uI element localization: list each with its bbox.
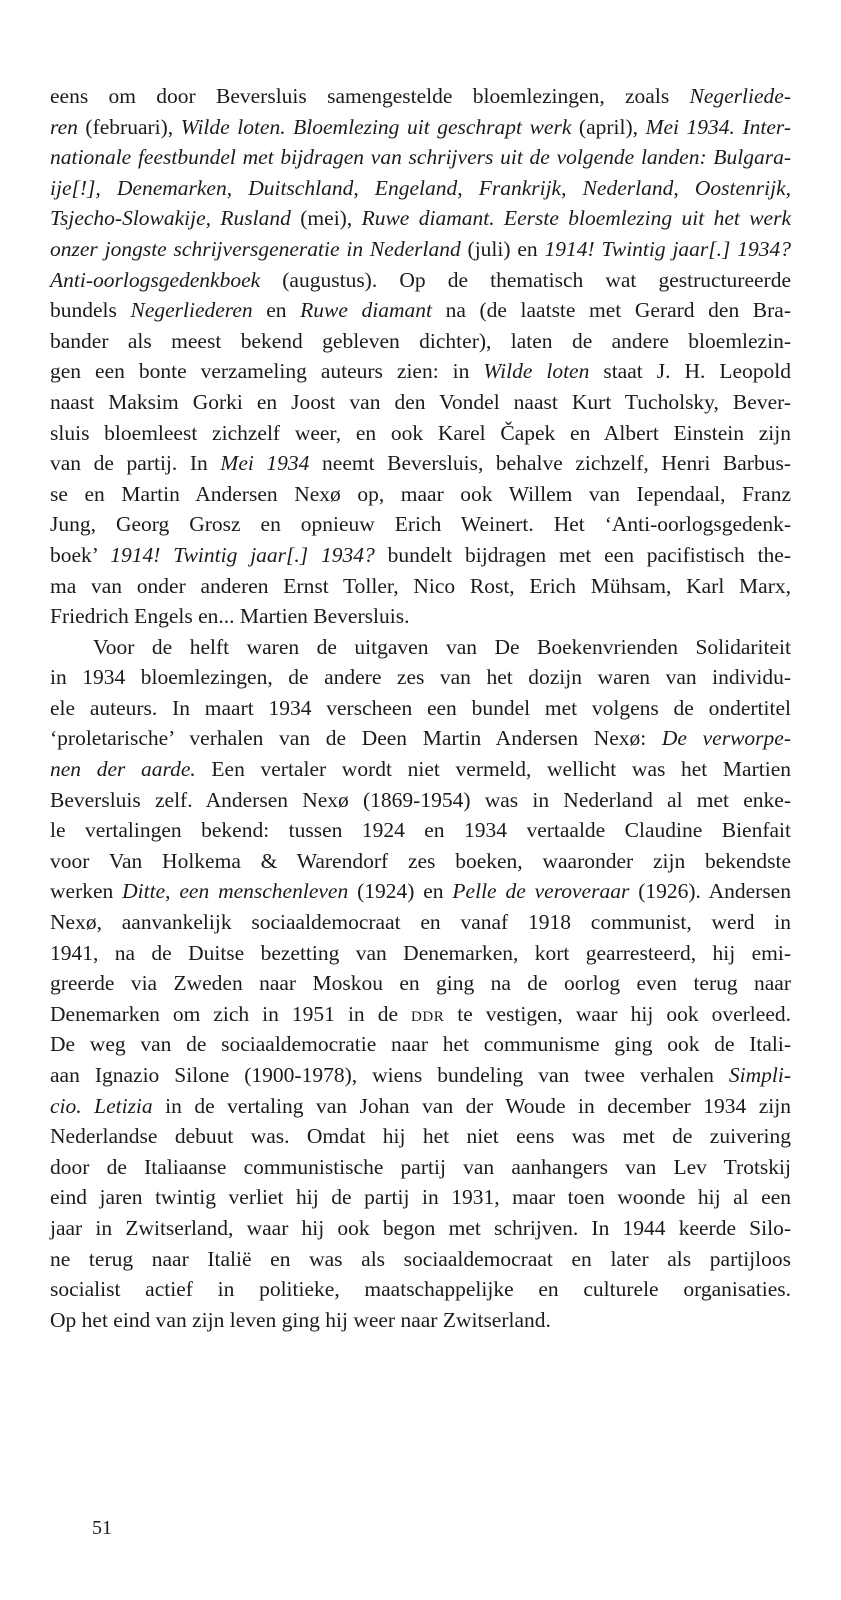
- text-line: [50, 1152, 791, 1183]
- text-run: (mei),: [290, 206, 362, 231]
- text-line: [50, 1121, 791, 1152]
- text-run: le vertalingen bekend: tussen 1924 en 1934 vertaalde Claudine Bienfait: [50, 818, 791, 843]
- italic-text: Mei 1934. Inter-: [645, 114, 792, 139]
- text-run: te vestigen, waar hij ook overleed.: [444, 1001, 791, 1026]
- text-run: gen een bonte verzameling auteurs zien: in: [50, 359, 484, 384]
- text-line: [50, 1060, 791, 1091]
- text-line: [50, 907, 791, 938]
- italic-text: ren: [50, 114, 78, 139]
- text-run: 1941, na de Duitse bezetting van Denemarken, kort gearresteerd, hij emi-: [50, 940, 791, 965]
- italic-text: Negerliederen: [130, 298, 253, 323]
- italic-text: nationale feestbundel met bijdragen van schrijvers uit de volgende landen: Bulgara-: [50, 145, 791, 170]
- small-caps-text: ddr: [411, 1001, 445, 1026]
- italic-text: Anti-oorlogsgedenkboek: [50, 267, 261, 292]
- text-line: [50, 1274, 791, 1305]
- text-line: [50, 632, 791, 663]
- text-run: staat J. H. Leopold: [589, 359, 791, 384]
- text-line: [50, 418, 791, 449]
- body-text: [50, 81, 791, 1335]
- text-line: [50, 938, 791, 969]
- text-run: en: [252, 298, 301, 323]
- text-run: (juli) en: [460, 236, 545, 261]
- text-line: [50, 509, 791, 540]
- text-line: [50, 846, 791, 877]
- text-run: door de Italiaanse communistische partij van aanhangers van Lev Trotskij: [50, 1154, 791, 1179]
- italic-text: Simpli-: [728, 1063, 791, 1087]
- text-run: boek’: [50, 542, 111, 567]
- text-line: [50, 387, 791, 418]
- text-line: [50, 785, 791, 816]
- italic-text: Wilde loten. Bloemlezing uit geschrapt werk: [180, 114, 572, 139]
- text-line: [50, 693, 791, 724]
- italic-text: Mei 1934: [220, 451, 310, 476]
- text-run: Nederlandse debuut was. Omdat hij het niet eens was met de zuivering: [50, 1124, 791, 1149]
- text-run: se en Martin Andersen Nexø op, maar ook Willem van Iependaal, Franz: [50, 481, 791, 506]
- text-line: [50, 1244, 791, 1275]
- italic-text: Ditte, een menschenleven: [122, 879, 349, 904]
- text-run: bander als meest bekend gebleven dichter), laten de andere bloemlezin-: [50, 328, 791, 353]
- text-run: Friedrich Engels en... Martien Beversluis.: [50, 604, 410, 629]
- text-run: werken: [50, 879, 123, 904]
- text-run: ma van onder anderen Ernst Toller, Nico Rost, Erich Mühsam, Karl Marx,: [50, 573, 791, 598]
- italic-text: Wilde loten: [483, 359, 590, 384]
- italic-text: Ruwe diamant. Eerste bloemlezing uit het werk: [361, 206, 792, 231]
- italic-text: Negerliede-: [689, 84, 791, 108]
- text-run: greerde via Zweden naar Moskou en ging na de oorlog even terug naar: [50, 971, 791, 996]
- text-run: in 1934 bloemlezingen, de andere zes van het dozijn waren van individu-: [50, 665, 791, 690]
- italic-text: 1914! Twintig jaar[.] 1934?: [110, 542, 375, 567]
- text-run: (april),: [571, 114, 646, 139]
- text-line: [50, 754, 791, 785]
- text-run: socialist actief in politieke, maatschappelijke en culturele organisaties.: [50, 1277, 791, 1302]
- text-run: De weg van de sociaaldemocratie naar het communisme ging ook de Itali-: [50, 1032, 791, 1057]
- text-line: [50, 265, 791, 296]
- text-run: Een vertaler wordt niet vermeld, wellicht was het Martien: [195, 757, 791, 782]
- text-run: voor Van Holkema & Warendorf zes boeken, waaronder zijn bekendste: [50, 848, 791, 873]
- text-line: [50, 815, 791, 846]
- text-run: jaar in Zwitserland, waar hij ook begon met schrijven. In 1944 keerde Silo-: [50, 1215, 791, 1240]
- text-run: (1924) en: [348, 879, 453, 904]
- text-line: [50, 112, 791, 143]
- text-line: [50, 540, 791, 571]
- text-run: bundels: [50, 298, 131, 323]
- text-line: [50, 1091, 791, 1122]
- text-run: in de vertaling van Johan van der Woude in december 1934 zijn: [152, 1093, 791, 1118]
- text-line: [50, 234, 791, 265]
- text-run: aan Ignazio Silone (1900-1978), wiens bundeling van twee verhalen: [50, 1063, 729, 1087]
- italic-text: De verworpe-: [661, 726, 791, 751]
- text-run: Nexø, aanvankelijk sociaaldemocraat en vanaf 1918 communist, werd in: [50, 910, 791, 935]
- text-run: Op het eind van zijn leven ging hij weer naar Zwitserland.: [50, 1307, 551, 1332]
- text-line: [50, 173, 791, 204]
- page-number: 51: [92, 1517, 112, 1539]
- text-line: [50, 1029, 791, 1060]
- italic-text: Ruwe diamant: [300, 298, 432, 323]
- text-line: [50, 142, 791, 173]
- text-run: bundelt bijdragen met een pacifistisch the-: [374, 542, 791, 567]
- text-line: [50, 203, 791, 234]
- italic-text: 1914! Twintig jaar[.] 1934?: [544, 236, 791, 261]
- text-run: Denemarken om zich in 1951 in de: [50, 1001, 412, 1026]
- text-line: [50, 571, 791, 602]
- text-run: (februari),: [77, 114, 181, 139]
- italic-text: Pelle de veroveraar: [452, 879, 630, 904]
- text-run: naast Maksim Gorki en Joost van den Vondel naast Kurt Tucholsky, Bever-: [50, 389, 791, 414]
- text-run: van de partij. In: [50, 451, 221, 476]
- text-line: [50, 448, 791, 479]
- text-run: Jung, Georg Grosz en opnieuw Erich Weinert. Het ‘Anti-oorlogsgedenk-: [50, 512, 791, 537]
- text-run: Voor de helft waren de uitgaven van De Boekenvrienden Solidariteit: [93, 634, 791, 659]
- text-run: eind jaren twintig verliet hij de partij in 1931, maar toen woonde hij al een: [50, 1185, 791, 1210]
- text-run: ele auteurs. In maart 1934 verscheen een bundel met volgens de ondertitel: [50, 695, 791, 720]
- text-run: ne terug naar Italië en was als sociaaldemocraat en later als partijloos: [50, 1246, 791, 1271]
- text-line: [50, 601, 791, 632]
- text-line: [50, 968, 791, 999]
- text-line: [50, 1182, 791, 1213]
- text-run: eens om door Beversluis samengestelde bloemlezingen, zoals: [50, 84, 690, 108]
- text-line: [50, 999, 791, 1030]
- text-run: (augustus). Op de thematisch wat gestructureerde: [260, 267, 791, 292]
- text-line: [50, 876, 791, 907]
- text-run: sluis bloemleest zichzelf weer, en ook Karel Čapek en Albert Einstein zijn: [50, 420, 791, 445]
- italic-text: nen der aarde.: [50, 757, 196, 782]
- italic-text: cio. Letizia: [50, 1093, 153, 1118]
- text-run: na (de laatste met Gerard den Bra-: [432, 298, 791, 323]
- text-run: (1926). Andersen: [629, 879, 791, 904]
- italic-text: onzer jongste schrijversgeneratie in Nederland: [50, 236, 461, 261]
- text-line: [50, 81, 791, 112]
- text-line: [50, 356, 791, 387]
- text-run: ‘proletarische’ verhalen van de Deen Martin Andersen Nexø:: [50, 726, 662, 751]
- text-line: [50, 1213, 791, 1244]
- text-line: [50, 662, 791, 693]
- text-run: neemt Beversluis, behalve zichzelf, Henri Barbus-: [309, 451, 791, 476]
- text-line: [50, 295, 791, 326]
- text-line: [50, 479, 791, 510]
- italic-text: Tsjecho-Slowakije, Rusland: [50, 206, 291, 231]
- text-line: [50, 326, 791, 357]
- text-line: [50, 1305, 791, 1336]
- text-line: [50, 723, 791, 754]
- italic-text: ije[!], Denemarken, Duitschland, Engeland, Frankrijk, Nederland, Oostenrijk,: [50, 175, 791, 200]
- text-run: Beversluis zelf. Andersen Nexø (1869-1954) was in Nederland al met enke-: [50, 787, 791, 812]
